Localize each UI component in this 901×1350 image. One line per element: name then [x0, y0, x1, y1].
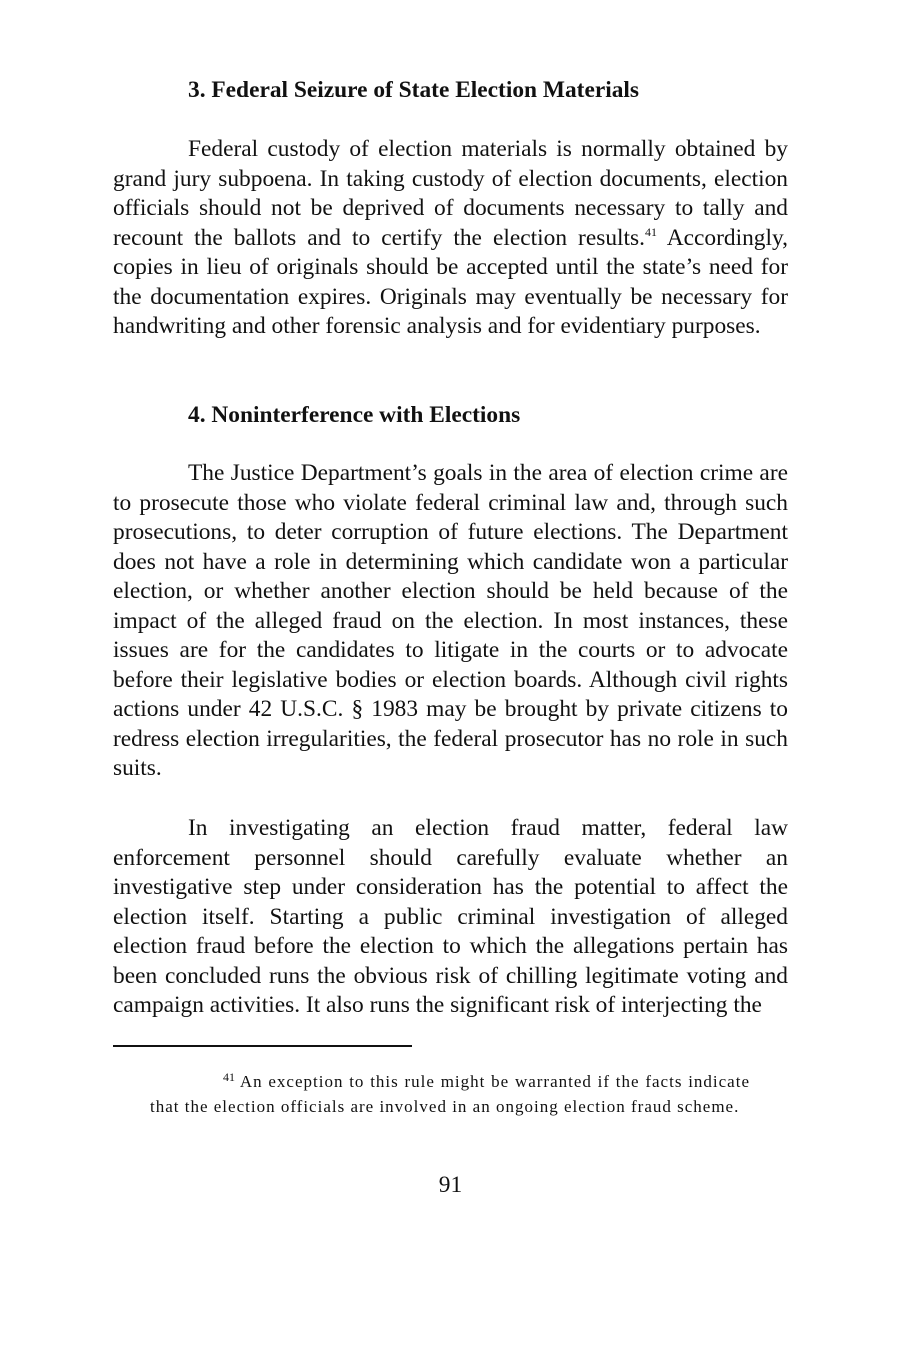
section-4-paragraph-2	[113, 814, 788, 1021]
paragraph-text-part-1: Federal custody of election materials is normally obtained by grand jury subpoena. In taking custody of election documents, election officials should not be deprived of documents necessary to tally and recount the ballots and to certify the election results.	[113, 136, 788, 251]
footnote-text: An exception to this rule might be warranted if the facts indicate that the election officials are involved in an ongoing election fraud scheme.	[150, 1072, 750, 1116]
section-4-heading: 4. Noninterference with Elections	[188, 402, 521, 428]
section-3-heading: 3. Federal Seizure of State Election Materials	[188, 77, 640, 103]
section-3-paragraph	[113, 135, 788, 342]
paragraph-text: The Justice Department’s goals in the area of election crime are to prosecute those who violate federal criminal law and, through such prosecutions, to deter corruption of future elections. The Department does not have a role in determining which candidate won a particular election, or whether another election should be held because of the impact of the alleged fraud on the election. In most instances, these issues are for the candidates to litigate in the courts or to advocate before their legislative bodies or election boards. Although civil rights actions under 42 U.S.C. § 1983 may be brought by private citizens to redress election irregularities, the federal prosecutor has no role in such suits.	[113, 460, 788, 781]
footnote-41	[150, 1070, 750, 1119]
footnote-separator	[113, 1045, 412, 1047]
section-4-paragraph-1	[113, 459, 788, 784]
page-number: 91	[438, 1172, 463, 1198]
paragraph-text-part-2: Accordingly, copies in lieu of originals should be accepted until the state’s need for the documentation expires. Originals may eventually be necessary for handwriting and other forensic analysis and for evidentiary purposes.	[113, 224, 788, 339]
paragraph-text: In investigating an election fraud matter, federal law enforcement personnel should carefully evaluate whether an investigative step under consideration has the potential to affect the election itself. Starting a public criminal investigation of alleged election fraud before the election to which the allegations pertain has been concluded runs the obvious risk of chilling legitimate voting and campaign activities. It also runs the significant risk of interjecting the	[113, 815, 788, 1018]
footnote-number: 41	[223, 1070, 235, 1084]
footnote-reference-41[interactable]: 41	[644, 224, 657, 239]
